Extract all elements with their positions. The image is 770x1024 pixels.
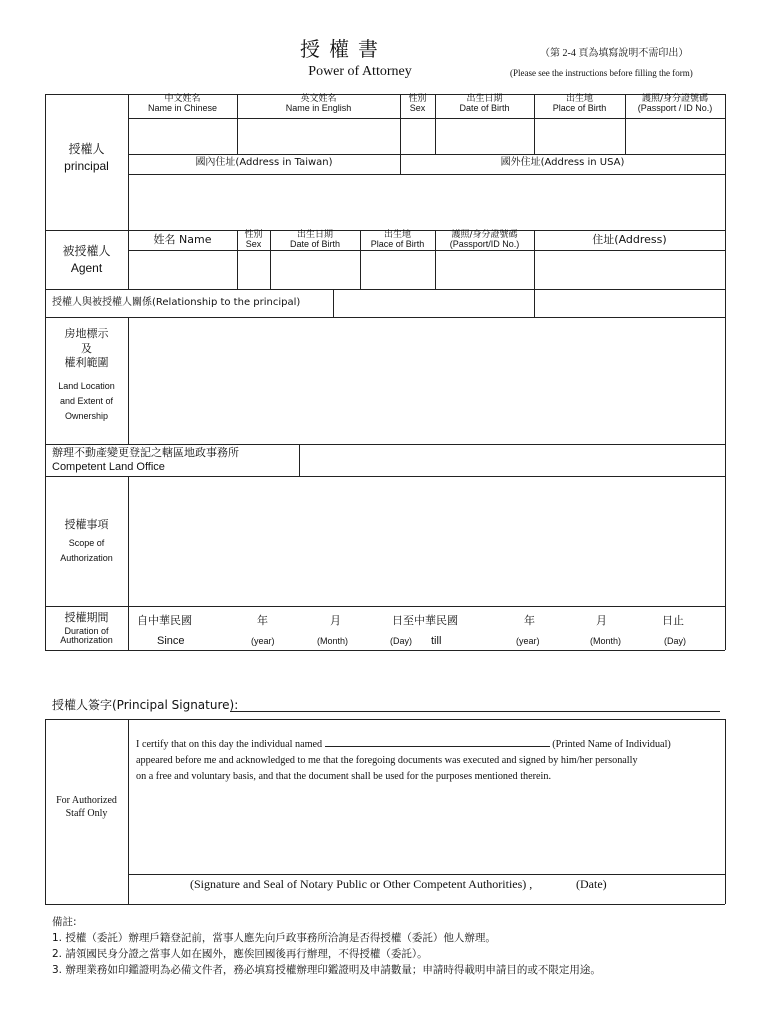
land-office-label: 辦理不動產變更登記之轄區地政事務所 Competent Land Office bbox=[52, 446, 239, 473]
principal-name-zh-field[interactable] bbox=[129, 119, 236, 153]
land-location-label: 房地標示 及 權利範圍 Land Location and Extent of Ownership bbox=[58, 327, 115, 421]
principal-col-name-zh: 中文姓名 Name in Chinese bbox=[147, 94, 218, 114]
duration-since: Since bbox=[157, 635, 185, 647]
principal-name-en-field[interactable] bbox=[238, 119, 399, 153]
duration-month2-zh: 月 bbox=[596, 614, 607, 627]
scope-field[interactable] bbox=[129, 477, 724, 605]
duration-year2-zh: 年 bbox=[524, 614, 535, 627]
duration-till: till bbox=[431, 635, 442, 647]
agent-pob-field[interactable] bbox=[361, 251, 434, 288]
principal-passport-field[interactable] bbox=[626, 119, 724, 153]
relationship-label: 授權人與被授權人關係(Relationship to the principal) bbox=[52, 297, 301, 308]
principal-address-usa-label: 國外住址(Address in USA) bbox=[500, 157, 625, 168]
agent-col-address: 住址(Address) bbox=[592, 233, 667, 246]
principal-col-name-en: 英文姓名 Name in English bbox=[285, 94, 352, 114]
document-title-zh: 授 權 書 bbox=[300, 39, 380, 61]
principal-signature-field[interactable] bbox=[230, 697, 720, 712]
printed-name-blank[interactable] bbox=[325, 736, 550, 747]
duration-from-zh: 自中華民國 bbox=[137, 614, 192, 627]
duration-year2-en: (year) bbox=[516, 636, 540, 646]
principal-address-usa-field[interactable] bbox=[401, 175, 724, 229]
duration-day2-en: (Day) bbox=[664, 636, 686, 646]
note-item: 1. 授權（委託）辦理戶籍登記前，當事人應先向戶政事務所洽詢是否得授權（委託）他人辦理。 bbox=[52, 932, 496, 944]
header-note-zh: （第 2-4 頁為填寫說明不需印出） bbox=[540, 48, 689, 59]
principal-address-taiwan-field[interactable] bbox=[129, 175, 399, 229]
duration-month-en: (Month) bbox=[317, 636, 349, 646]
agent-name-field[interactable] bbox=[129, 251, 236, 288]
principal-col-sex: 性別 Sex bbox=[408, 94, 427, 114]
notes-heading: 備註: bbox=[52, 916, 77, 928]
certification-text: I certify that on this day the individual named (Printed Name of Individual) appeared before me and acknowledged to me that the foregoing documents was executed and signed by him/her personally on a free and voluntary basis, and that the document shall be used for the purposes mentioned therein. bbox=[136, 736, 721, 785]
agent-address-field[interactable] bbox=[535, 251, 724, 316]
notes-section bbox=[52, 914, 601, 978]
agent-label: 被授權人 Agent bbox=[62, 244, 111, 275]
duration-day-en: (Day) bbox=[390, 636, 412, 646]
principal-label: 授權人 principal bbox=[64, 142, 109, 173]
agent-dob-field[interactable] bbox=[271, 251, 359, 288]
agent-passport-field[interactable] bbox=[436, 251, 533, 288]
agent-col-pob: 出生地 Place of Birth bbox=[370, 230, 425, 250]
duration-year-zh: 年 bbox=[257, 614, 268, 627]
principal-col-dob: 出生日期 Date of Birth bbox=[459, 94, 510, 114]
duration-day-to-zh: 日至中華民國 bbox=[392, 614, 458, 627]
note-item: 3. 辦理業務如印鑑證明為必備文件者，務必填寫授權辦理印鑑證明及申請數量；申請時得載明申請目的或不限定用途。 bbox=[52, 964, 601, 976]
notary-signature-caption: (Signature and Seal of Notary Public or Other Competent Authorities) , bbox=[190, 877, 533, 891]
land-office-field[interactable] bbox=[300, 445, 724, 475]
principal-pob-field[interactable] bbox=[535, 119, 624, 153]
scope-label: 授權事項 Scope of Authorization bbox=[60, 518, 113, 563]
duration-year-en: (year) bbox=[251, 636, 275, 646]
agent-col-dob: 出生日期 Date of Birth bbox=[289, 230, 341, 250]
agent-sex-field[interactable] bbox=[238, 251, 269, 288]
principal-signature-label: 授權人簽字(Principal Signature): bbox=[52, 698, 239, 712]
agent-col-name: 姓名 Name bbox=[153, 233, 212, 246]
duration-month-zh: 月 bbox=[330, 614, 341, 627]
principal-address-taiwan-label: 國內住址(Address in Taiwan) bbox=[195, 157, 333, 168]
header-note-en: (Please see the instructions before filling the form) bbox=[510, 68, 693, 78]
authorized-staff-label: For Authorized Staff Only bbox=[56, 795, 117, 819]
principal-dob-field[interactable] bbox=[436, 119, 533, 153]
principal-sex-field[interactable] bbox=[401, 119, 434, 153]
agent-col-passport: 護照/身分證號碼 (Passport/ID No.) bbox=[449, 230, 520, 250]
relationship-field[interactable] bbox=[334, 290, 533, 316]
note-item: 2. 請領國民身分證之當事人如在國外，應俟回國後再行辦理，不得授權（委託）。 bbox=[52, 948, 428, 960]
duration-month2-en: (Month) bbox=[590, 636, 622, 646]
duration-day-end-zh: 日止 bbox=[662, 614, 684, 627]
agent-col-sex: 性別 Sex bbox=[244, 230, 263, 250]
duration-label: 授權期間 Duration of Authorization bbox=[60, 611, 113, 645]
document-title-en: Power of Attorney bbox=[308, 64, 412, 79]
notary-date-caption: (Date) bbox=[576, 877, 607, 891]
duration-field[interactable] bbox=[129, 607, 724, 649]
land-location-field[interactable] bbox=[129, 318, 724, 443]
principal-col-passport: 護照/身分證號碼 (Passport / ID No.) bbox=[637, 94, 713, 114]
principal-col-pob: 出生地 Place of Birth bbox=[552, 94, 607, 114]
